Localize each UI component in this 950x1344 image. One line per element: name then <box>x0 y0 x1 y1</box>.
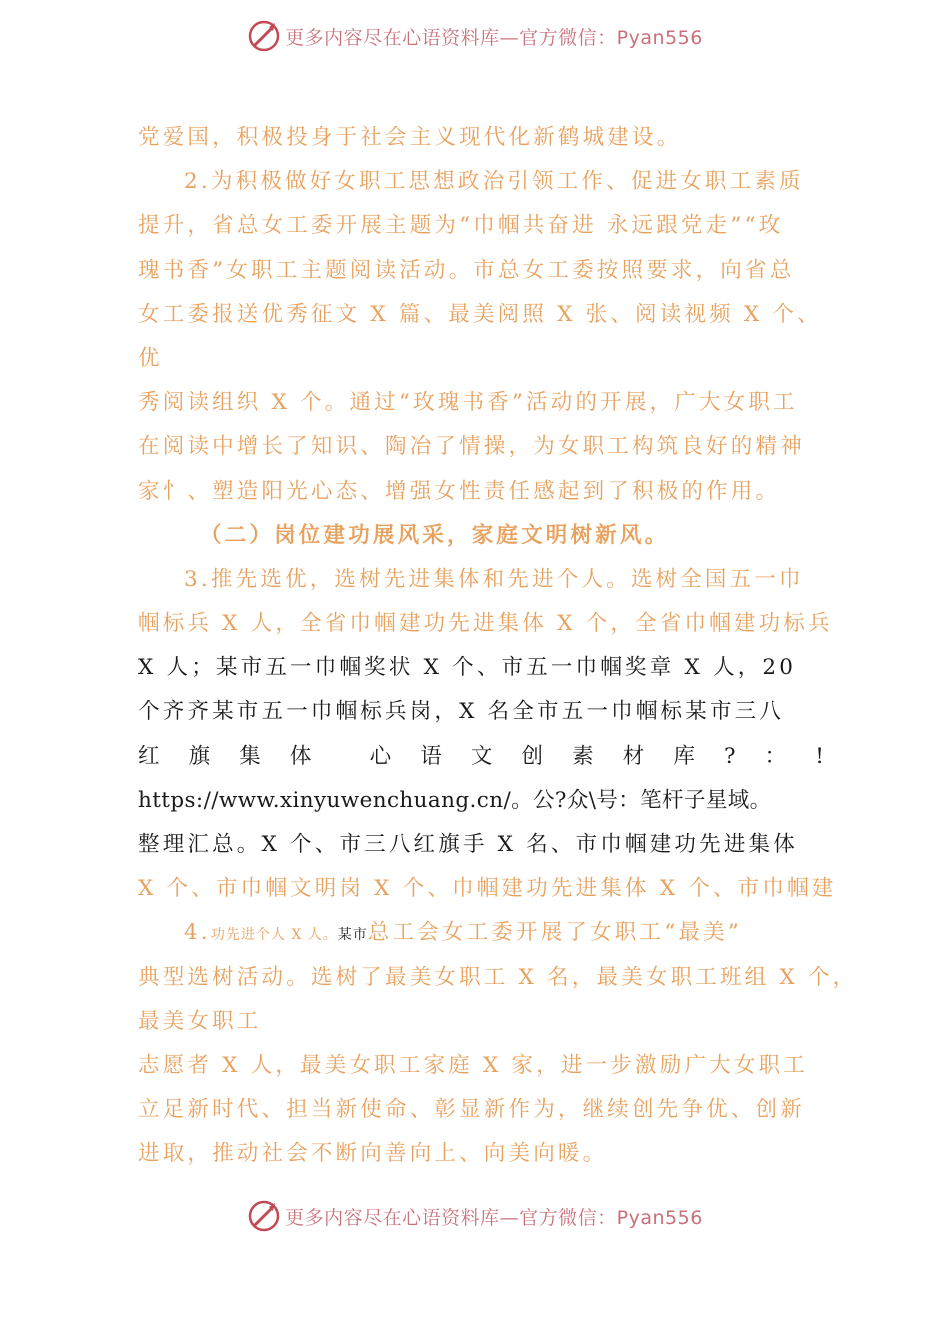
text-line: 党爱国，积极投身于社会主义现代化新鹤城建设。 <box>138 125 682 150</box>
text-line: 瑰书香”女职工主题阅读活动。市总女工委按照要求，向省总 <box>138 257 795 283</box>
text-line: 最美女职工 <box>138 1008 262 1034</box>
text-line: 在阅读中增长了知识、陶冶了情操，为女职工构筑良好的精神 <box>138 434 805 460</box>
text-line: 4.功先进个人 X 人。某市总工会女工委开展了女职工“最美” <box>184 920 742 946</box>
banner-text: 更多内容尽在心语资料库—官方微信：Pyan556 <box>285 1206 703 1229</box>
section-heading: （二）岗位建功展风采，家庭文明树新风。 <box>200 522 670 548</box>
text-line: X 个、市巾帼文明岗 X 个、巾帼建功先进集体 X 个、市巾帼建 <box>138 876 837 902</box>
banner-text: 更多内容尽在心语资料库—官方微信：Pyan556 <box>285 26 703 49</box>
text-line: 进取，推动社会不断向善向上、向美向暖。 <box>138 1141 608 1167</box>
text-line: 整理汇总。X 个、市三八红旗手 X 名、市巾帼建功先进集体 <box>138 832 798 857</box>
text-line: 个齐齐某市五一巾帼标兵岗，X 名全市五一巾帼标某市三八 <box>138 699 785 725</box>
text-line: 3.推先选优，选树先进集体和先进个人。选树全国五一巾 <box>184 566 804 592</box>
text-line: 女工委报送优秀征文 X 篇、最美阅照 X 张、阅读视频 X 个、 <box>138 301 822 327</box>
spread-text-line: 红 旗 集 体 心 语 文 创 素 材 库 ? ： ! <box>138 743 824 769</box>
watermark-banner-top <box>0 16 950 56</box>
text-line: X 人；某市五一巾帼奖状 X 个、市五一巾帼奖章 X 人，20 <box>138 655 797 681</box>
text-line: 立足新时代、担当新使命、彰显新作为，继续创先争优、创新 <box>138 1097 805 1123</box>
text-line: 典型选树活动。选树了最美女职工 X 名，最美女职工班组 X 个， <box>138 964 858 990</box>
document-body <box>138 116 858 1177</box>
text-line: 2.为积极做好女职工思想政治引领工作、促进女职工素质 <box>184 169 804 195</box>
text-line: 志愿者 X 人，最美女职工家庭 X 家，进一步激励广大女职工 <box>138 1052 808 1078</box>
brush-logo-icon <box>247 1199 281 1233</box>
text-line: 提升，省总女工委开展主题为“巾帼共奋进 永远跟党走”“玫 <box>138 213 784 239</box>
text-line: 优 <box>138 345 163 371</box>
text-line: 帼标兵 X 人，全省巾帼建功先进集体 X 个，全省巾帼建功标兵 <box>138 611 833 637</box>
brush-logo-icon <box>247 19 281 53</box>
text-line: 秀阅读组织 X 个。通过“玫瑰书香”活动的开展，广大女职工 <box>138 390 798 416</box>
text-line: 家⺖、塑造阳光心态、增强女性责任感起到了积极的作用。 <box>138 478 781 504</box>
text-line: https://www.xinyuwenchuang.cn/。公?众\号：笔杆子星域。 <box>138 787 772 813</box>
watermark-banner-bottom <box>0 1196 950 1236</box>
